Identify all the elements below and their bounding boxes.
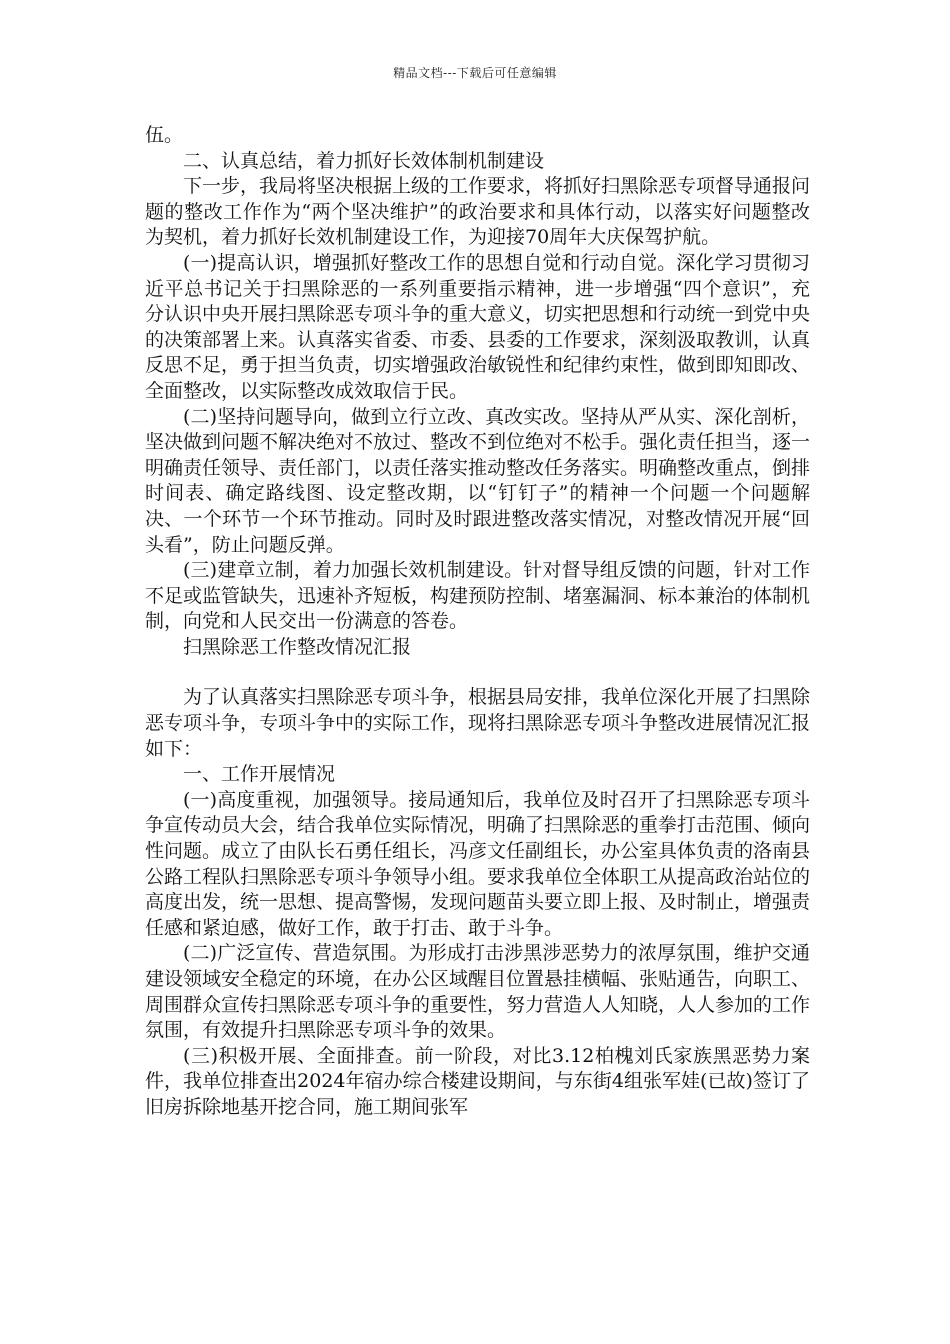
report-title: 扫黑除恶工作整改情况汇报	[183, 635, 412, 658]
paragraph-item-3: (三)建章立制，着力加强长效机制建设。针对督导组反馈的问题，针对工作不足或监管缺失，迅速补齐短板，构建预防控制、堵塞漏洞、标本兼治的体制机制，向党和人民交出一份满意的答卷。	[145, 559, 811, 633]
document-body	[145, 123, 810, 1121]
paragraph-intro: 为了认真落实扫黑除恶专项斗争，根据县局安排，我单位深化开展了扫黑除恶专项斗争，专项斗争中的实际工作，现将扫黑除恶专项斗争整改进展情况汇报如下：	[145, 686, 811, 760]
paragraph-work-2: (二)广泛宣传、营造氛围。为形成打击涉黑涉恶势力的浓厚氛围，维护交通建设领域安全稳定的环境，在办公区域醒目位置悬挂横幅、张贴通告，向职工、周围群众宣传扫黑除恶专项斗争的重要性，努力营造人人知晓，人人参加的工作氛围，有效提升扫黑除恶专项斗争的效果。	[145, 942, 811, 1042]
paragraph-1: 伍。	[145, 124, 184, 146]
section-heading-1: 一、工作开展情况	[183, 763, 336, 786]
paragraph-work-1: (一)高度重视，加强领导。接局通知后，我单位及时召开了扫黑除恶专项斗争宣传动员大会，结合我单位实际情况，明确了扫黑除恶的重拳打击范围、倾向性问题。成立了由队长石勇任组长，冯彦文任副组长，办公室具体负责的洛南县公路工程队扫黑除恶专项斗争领导小组。要求我单位全体职工从提高政治站位的高度出发，统一思想、提高警惕，发现问题苗头要立即上报、及时制止，增强责任感和紧迫感，做好工作，敢于打击、敢于斗争。	[145, 788, 811, 939]
paragraph-item-2: (二)坚持问题导向，做到立行立改、真改实改。坚持从严从实、深化剖析，坚决做到问题不解决绝对不放过、整改不到位绝对不松手。强化责任担当，逐一明确责任领导、责任部门，以责任落实推动整改任务落实。明确整改重点，倒排时间表、确定路线图、设定整改期，以“钉钉子”的精神一个问题一个问题解决、一个环节一个环节推动。同时及时跟进整改落实情况，对整改情况开展“回头看”，防止问题反弹。	[145, 405, 811, 556]
section-heading-2: 二、认真总结，着力抓好长效体制机制建设	[183, 149, 545, 172]
paragraph-next-step: 下一步，我局将坚决根据上级的工作要求，将抓好扫黑除恶专项督导通报问题的整改工作作为“两个坚决维护”的政治要求和具体行动，以落实好问题整改为契机，着力抓好长效机制建设工作，为迎接70周年大庆保驾护航。	[145, 175, 811, 249]
page-header: 精品文档---下载后可任意编辑	[393, 66, 557, 80]
paragraph-work-3: (三)积极开展、全面排查。前一阶段，对比3.12柏槐刘氏家族黑恶势力案件，我单位排查出2024年宿办综合楼建设期间，与东街4组张军娃(已故)签订了旧房拆除地基开挖合同，施工期间张军	[145, 1044, 810, 1118]
blank-line	[145, 660, 810, 685]
paragraph-item-1: (一)提高认识，增强抓好整改工作的思想自觉和行动自觉。深化学习贯彻习近平总书记关于扫黑除恶的一系列重要指示精神，进一步增强“四个意识”，充分认识中央开展扫黑除恶专项斗争的重大意义，切实把思想和行动统一到党中央的决策部署上来。认真落实省委、市委、县委的工作要求，深刻汲取教训，认真反思不足，勇于担当负责，切实增强政治敏锐性和纪律约束性，做到即知即改、全面整改，以实际整改成效取信于民。	[145, 251, 811, 402]
